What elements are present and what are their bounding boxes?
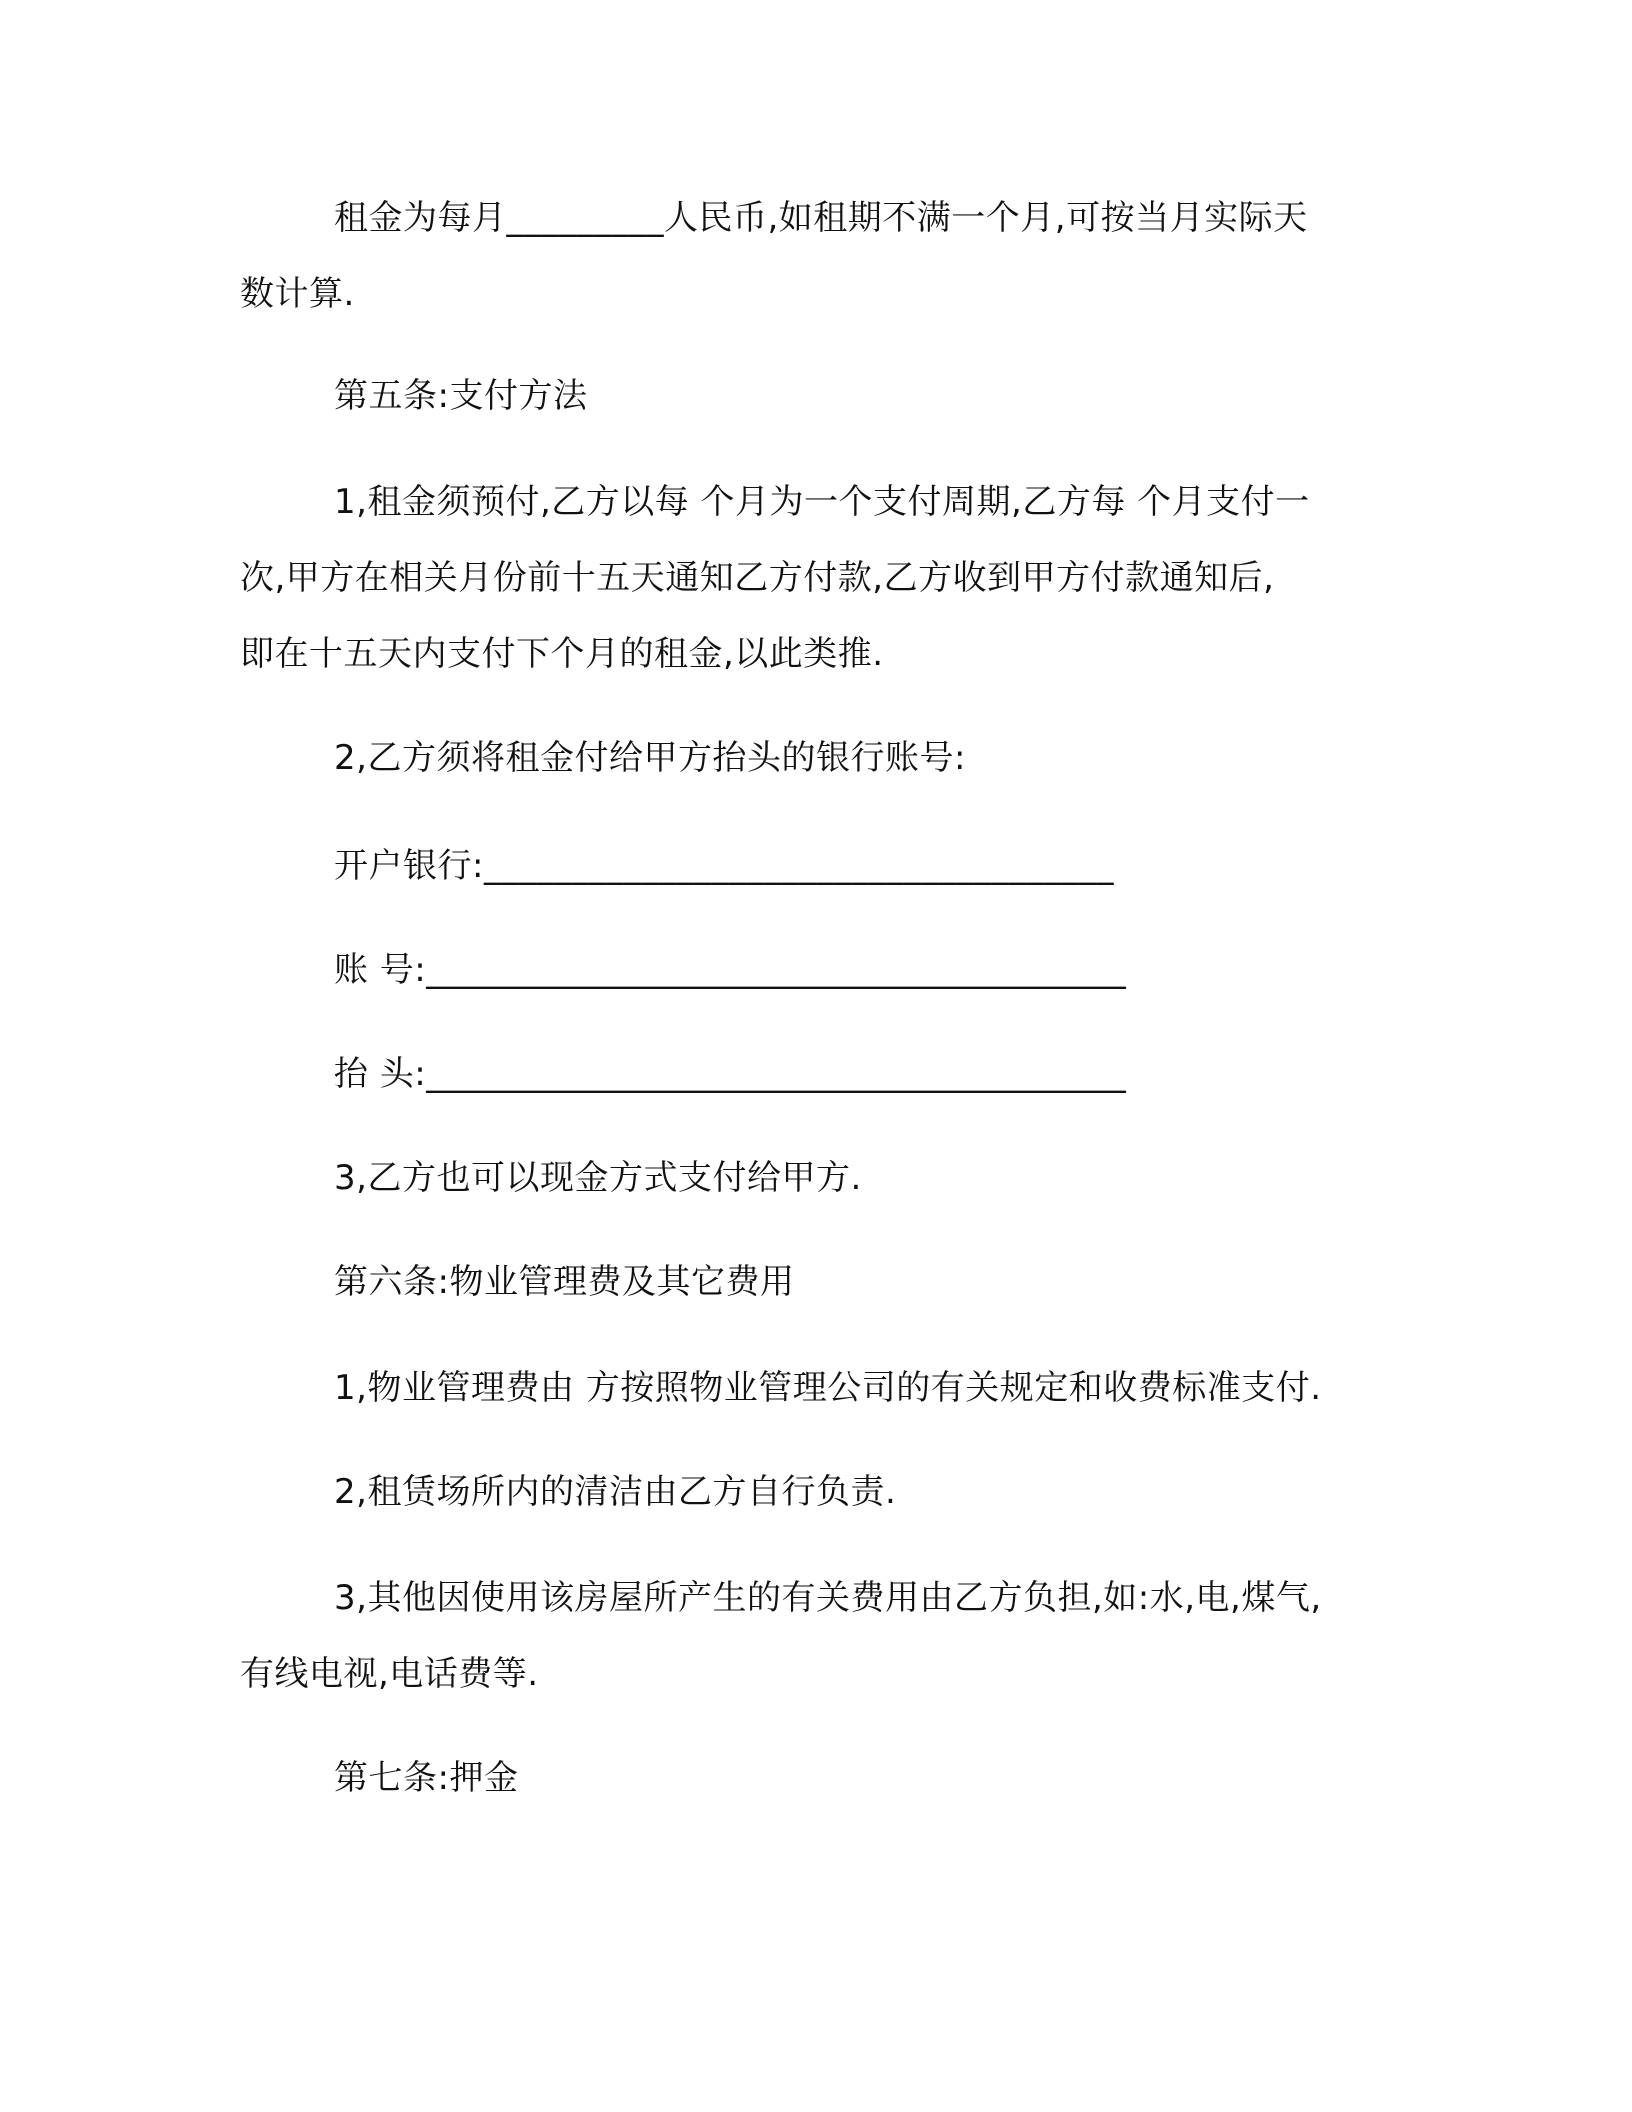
- payment-clause-1-line-1: 1,租金须预付,乙方以每 个月为一个支付周期,乙方每 个月支付一: [334, 482, 1310, 522]
- article-7-heading: 第七条:押金: [334, 1758, 519, 1798]
- fees-clause-3-line-2: 有线电视,电话费等.: [240, 1654, 539, 1694]
- fees-clause-1: 1,物业管理费由 方按照物业管理公司的有关规定和收费标准支付.: [334, 1368, 1322, 1408]
- rent-amount-line: 租金为每月_________人民币,如租期不满一个月,可按当月实际天: [334, 198, 1308, 238]
- account-holder-field: 抬 头:________________________________________: [334, 1054, 1127, 1094]
- account-number-field: 账 号:________________________________________: [334, 950, 1127, 990]
- payment-clause-1-line-3: 即在十五天内支付下个月的租金,以此类推.: [240, 634, 884, 674]
- bank-name-field: 开户银行:____________________________________: [334, 846, 1114, 886]
- rent-amount-line-cont: 数计算.: [240, 274, 355, 314]
- article-5-heading: 第五条:支付方法: [334, 376, 588, 416]
- fees-clause-3-line-1: 3,其他因使用该房屋所产生的有关费用由乙方负担,如:水,电,煤气,: [334, 1578, 1322, 1618]
- article-6-heading: 第六条:物业管理费及其它费用: [334, 1262, 795, 1302]
- fees-clause-2: 2,租赁场所内的清洁由乙方自行负责.: [334, 1472, 897, 1512]
- payment-clause-1-line-2: 次,甲方在相关月份前十五天通知乙方付款,乙方收到甲方付款通知后,: [240, 558, 1275, 598]
- payment-clause-2: 2,乙方须将租金付给甲方抬头的银行账号:: [334, 738, 966, 778]
- payment-clause-3: 3,乙方也可以现金方式支付给甲方.: [334, 1158, 862, 1198]
